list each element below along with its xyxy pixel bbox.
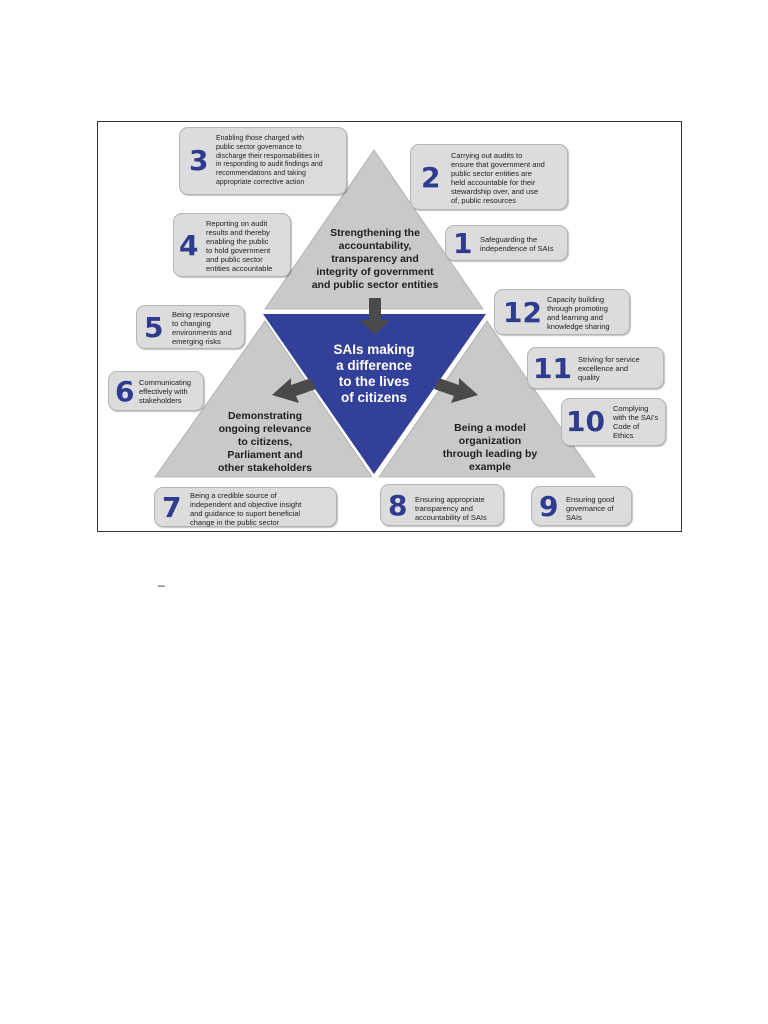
principle-box-11 bbox=[527, 347, 664, 389]
top-triangle-label: Strengthening the accountability, transparency and integrity of government and public sector entities bbox=[311, 227, 439, 291]
diagram-frame bbox=[97, 121, 682, 532]
principle-text-2: Carrying out audits to ensure that government and public sector entities are held accountable for their stewardship over, and use of, public resources bbox=[451, 151, 545, 205]
principle-text-12: Capacity building through promoting and learning and knowledge sharing bbox=[547, 295, 610, 331]
principle-number-7: 7 bbox=[162, 491, 182, 524]
principle-number-9: 9 bbox=[539, 490, 559, 523]
principle-number-10: 10 bbox=[566, 405, 605, 438]
principle-text-10: Complying with the SAI's Code of Ethics bbox=[613, 404, 659, 440]
principle-text-6: Communicating effectively with stakeholders bbox=[139, 378, 192, 405]
principle-box-12 bbox=[494, 289, 630, 335]
principle-number-8: 8 bbox=[388, 489, 408, 522]
principle-box-7 bbox=[154, 487, 337, 527]
principle-number-12: 12 bbox=[503, 296, 542, 329]
principle-box-9 bbox=[531, 486, 632, 526]
principle-box-5 bbox=[136, 305, 245, 349]
principle-text-3: Enabling those charged with public sector governance to discharge their responsabilities in in responding to audit findings and recommendations and taking appropriate corrective action bbox=[216, 135, 323, 186]
principle-box-4 bbox=[173, 213, 291, 277]
principle-text-9: Ensuring good governance of SAIs bbox=[566, 495, 615, 522]
principle-number-5: 5 bbox=[144, 311, 164, 344]
principle-text-11: Striving for service excellence and quality bbox=[578, 355, 640, 382]
principle-text-7: Being a credible source of independent and objective insight and guidance to suport beneficial change in the public sector bbox=[190, 491, 302, 527]
principle-text-5: Being responsive to changing environments and emerging risks bbox=[172, 310, 232, 346]
principle-number-6: 6 bbox=[115, 375, 135, 408]
principle-number-3: 3 bbox=[189, 144, 209, 177]
right-triangle-label: Being a model organization through leading by example bbox=[442, 422, 538, 473]
principle-text-4: Reporting on audit results and thereby enabling the public to hold government and public sector entities accountable bbox=[206, 219, 273, 273]
principle-text-8: Ensuring appropriate transparency and accountability of SAIs bbox=[415, 495, 487, 522]
principle-box-8 bbox=[380, 484, 504, 526]
principle-box-10 bbox=[561, 398, 666, 446]
principle-number-4: 4 bbox=[179, 229, 199, 262]
principle-text-1: Safeguarding the independence of SAIs bbox=[480, 235, 554, 253]
left-triangle-label: Demonstrating ongoing relevance to citizens, Parliament and other stakeholders bbox=[218, 410, 312, 474]
principle-box-6 bbox=[108, 371, 204, 411]
page-dash: – bbox=[158, 578, 165, 592]
principle-box-2 bbox=[410, 144, 568, 210]
principle-number-1: 1 bbox=[453, 227, 473, 260]
principle-number-11: 11 bbox=[533, 352, 572, 385]
principle-box-1 bbox=[445, 225, 568, 261]
principle-box-3 bbox=[179, 127, 347, 195]
principle-number-2: 2 bbox=[421, 161, 441, 194]
center-label: SAIs making a difference to the lives of citizens bbox=[333, 342, 415, 405]
